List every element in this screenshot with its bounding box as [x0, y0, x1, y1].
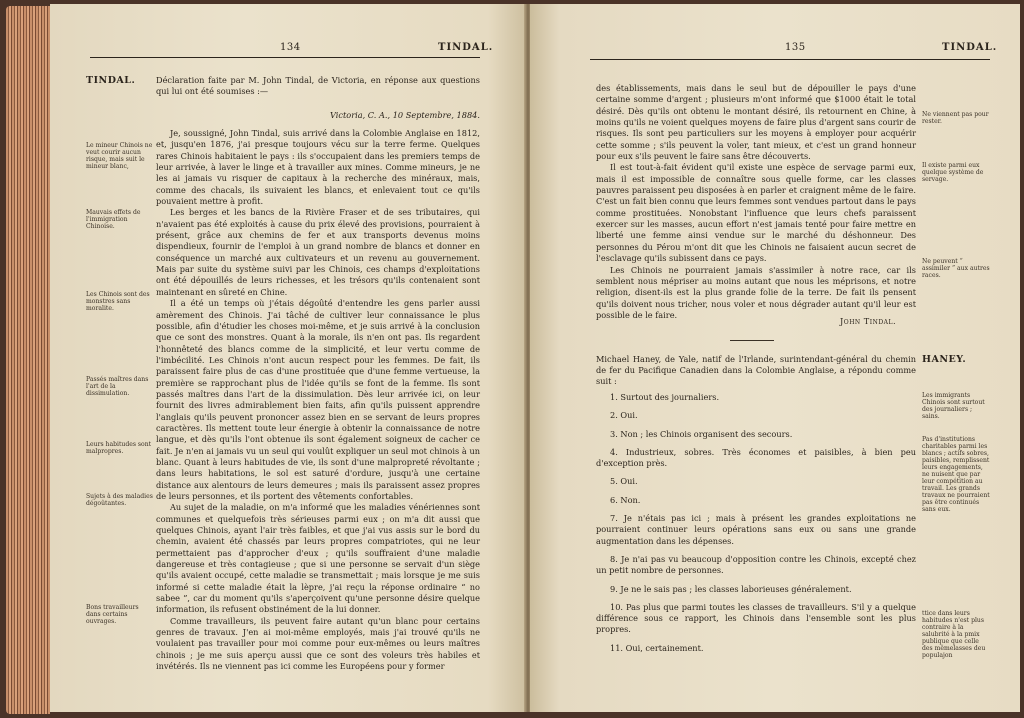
- page-edges: [6, 6, 50, 714]
- left-margin-note: Les Chinois sont des monstres sans moralite.: [86, 291, 150, 312]
- answer-item: 5. Oui.: [610, 476, 638, 487]
- left-margin-note: Le mineur Chinois ne veut courir aucun risque, mais suit le mineur blanc,: [86, 142, 153, 170]
- tindal-signature: John Tindal.: [840, 316, 897, 326]
- right-header-rule: [590, 59, 990, 60]
- right-paragraph: Il est tout-à-fait évident qu'il existe une espèce de servage parmi eux, mais il est impossible de connaître sous quelle forme, car les classes pauvres paraissent peu disposées à en parler et craignent même de le faire. C'est un fait bien connu que leurs femmes sont vendues partout dans le pays comme prostituées. Nonobstant l'influence que leurs chefs paraissent exercer sur les masses, aucun effort n'est jamais tenté pour faire mettre en liberté une femme ainsi vendue sur le marché du déshonneur. Des personnes du Pérou m'ont dit que les Chinois ne faisaient aucun secret de l'esclavage qu'ils subissent dans ce pays.: [596, 162, 916, 264]
- left-margin-note: Mauvais effets de l'immigration Chinoise.: [86, 209, 141, 230]
- left-paragraph: Les berges et les bancs de la Rivière Fraser et de ses tributaires, qui n'avaient pas été exploités à cause du prix élevé des provisions, pourraient à présent, grâce aux chemins de fer et aux transports devenus moins dispendieux, fournir de l'emploi à un grand nombre de blancs et donner en conséquence un marché aux cultivateurs et un revenu au gouvernement. Mais par suite du système suivi par les Chinois, ces champs d'exploitations ont été dépouillés de leurs richesses, et les trésors qu'ils contenaient sont maintenant en sûreté en Chine.: [156, 207, 480, 297]
- left-page: [50, 4, 526, 712]
- answer-item: 2. Oui.: [610, 410, 638, 421]
- right-running-head: TINDAL.: [942, 42, 998, 53]
- answer-item: 1. Surtout des journaliers.: [610, 392, 720, 402]
- right-body: [596, 83, 916, 321]
- left-page-number: 134: [280, 42, 301, 53]
- answer-item: 11. Oui, certainement.: [610, 642, 704, 653]
- left-margin-note: Leurs habitudes sont malpropres.: [86, 441, 152, 455]
- answer-item: 8. Je n'ai pas vu beaucoup d'opposition contre les Chinois, excepté chez un petit nombre de personnes.: [596, 553, 916, 576]
- left-body: [156, 128, 480, 673]
- answer-item: 9. Je ne le sais pas ; les classes laborieuses généralement.: [610, 583, 852, 594]
- section-divider: [730, 340, 774, 341]
- right-paragraph: des établissements, mais dans le seul but de dépouiller le pays d'une certaine somme d'argent ; plusieurs m'ont informé que $1000 était le total désiré. Dès qu'ils ont obtenu le montant désiré, ils retournent en Chine, à moins qu'ils ne voient quelques moyens de faire plus d'argent sans courir de risques. Ils sont peu particuliers sur les moyens à employer pour acquérir cette somme ; s'ils peuvent la voler, tant mieux, et c'est un grand honneur pour eux s'ils peuvent le faire sans être découverts.: [596, 83, 916, 162]
- left-margin-head: TINDAL.: [86, 75, 136, 86]
- right-page-number: 135: [785, 42, 806, 53]
- left-header-rule: [90, 57, 480, 58]
- left-running-head: TINDAL.: [438, 42, 494, 53]
- tindal-intro: Déclaration faite par M. John Tindal, de Victoria, en réponse aux questions qui lui ont été soumises :—: [156, 75, 480, 97]
- answer-item: 3. Non ; les Chinois organisent des secours.: [610, 428, 793, 439]
- haney-margin-head: HANEY.: [922, 354, 967, 365]
- right-page: [530, 4, 1020, 712]
- right-paragraph: Les Chinois ne pourraient jamais s'assimiler à notre race, car ils semblent nous mépriser au moins autant que nous les méprisons, et notre religion, disent-ils est la plus grande folie de la terre. De fait ils pensent qu'ils doivent nous tricher, nous voler et nous dégrader autant qu'il leur est possible de le faire.: [596, 264, 916, 320]
- right-margin-note: Il existe parmi eux quelque système de servage.: [922, 162, 984, 183]
- answer-item: 4. Industrieux, sobres. Très économes et paisibles, à bien peu d'exception près.: [596, 446, 916, 469]
- answer-item: 7. Je n'étais pas ici ; mais à présent les grandes exploitations ne pourraient continuer leurs opérations sans eux ou sans une grande augmentation dans les dépenses.: [596, 513, 916, 546]
- answer-item: 6. Non.: [610, 494, 641, 505]
- tindal-dateline: Victoria, C. A., 10 Septembre, 1884.: [330, 110, 480, 120]
- left-margin-note: Bons travailleurs dans certains ouvrages.: [86, 604, 139, 625]
- right-margin-note: ttice dans leurs habitudes n'est plus contraire à la salubrité à la pmix publique que celle des mêmelasses deu populajon: [922, 610, 986, 659]
- left-paragraph: Il a été un temps où j'étais dégoûté d'entendre les gens parler aussi amèrement des Chinois. J'ai tâché de cultiver leur connaissance le plus possible, afin d'étudier les choses moi-même, et je suis arrivé à la conclusion que ce sont des monstres. Quant à la morale, ils n'en ont pas. Ils regardent l'honnêteté des blancs comme de la simplicité, et leur vertu comme de l'imbécilité. Les Chinois n'ont aucun respect pour les femmes. De fait, ils paraissent faire plus de cas d'une prostituée que d'une femme vertueuse, la première se rapprochant plus de l'idée qu'ils se font de la femme. Ils sont passés maîtres dans l'art de la dissimulation. Dès leur arrivée ici, on leur fournit des livres admirablement bien faits, afin qu'ils puissent apprendre l'anglais qu'ils peuvent prononcer assez bien en se servant de leurs propres caractères. Ils mettent toute leur énergie à obtenir la connaissance de notre langue, et dès qu'ils l'ont obtenue ils sont également soigneux de cacher ce fait. Je n'en ai jamais vu un seul qui voulût expliquer un seul mot chinois à un blanc. Quant à leurs habitudes de vie, ils sont d'une malpropreté révoltante ; dans leurs habitations, le sol est saturé d'ordure, jusqu'à une certaine distance aux alentours de leurs demeures ; mais ils paraissent assez propres de leurs personnes, et ils portent des vêtements confortables.: [156, 298, 480, 501]
- left-margin-note: Sujets à des maladies dégoûtantes.: [86, 493, 153, 507]
- haney-intro: Michael Haney, de Yale, natif de l'Irlande, surintendant-général du chemin de fer du Pacifique Canadien dans la Colombie Anglaise, a répondu comme suit :: [596, 354, 916, 387]
- left-paragraph: Au sujet de la maladie, on m'a informé que les maladies vénériennes sont communes et quelquefois très sérieuses parmi eux ; on m'a dit aussi que quelques Chinois, ayant l'air très faibles, et que j'ai vus assis sur le bord du chemin, avaient été chassés par leurs propres compatriotes, qui ne leur permettaient pas d'approcher d'eux ; qu'ils souffraient d'une maladie dangereuse et très contagieuse ; que si une personne se servait d'un siège qu'ils avaient occupé, cette maladie se transmettait ; mais lorsque je me suis informé si cette maladie était la lèpre, j'ai reçu la réponse ordinaire “ no sabee ”, car du moment qu'ils s'aperçoivent qu'une personne désire quelque information, ils refusent obstinément de la lui donner.: [156, 502, 480, 615]
- right-margin-note: Pas d'institutions charitables parmi les blancs ; actifs sobres, paisibles, remplissent leurs engagements, ne nuisent que par leur compétition au travail. Les grands travaux ne pourraient pas être continués sans eux.: [922, 436, 990, 513]
- right-margin-note: Ne peuvent “ assimiler ” aux autres races.: [922, 258, 990, 279]
- right-margin-note: Ne viennent pas pour rester.: [922, 111, 989, 125]
- haney-answers: [596, 392, 916, 661]
- left-margin-note: Passés maîtres dans l'art de la dissimulation.: [86, 376, 149, 397]
- left-paragraph: Je, soussigné, John Tindal, suis arrivé dans la Colombie Anglaise en 1812, et, jusqu'en 1876, j'ai presque toujours vécu sur la terre ferme. Quelques rares Chinois habitaient le pays : ils s'occupaient dans les premiers temps de leur arrivée, à laver le linge et à travailler aux mines. Comme mineurs, je ne les ai jamais vu risquer de capitaux à la recherche des minéraux, mais, comme des chacals, ils suivaient les blancs, et enlevaient tout ce qu'ils pouvaient mettre à profit.: [156, 128, 480, 207]
- answer-item: 10. Pas plus que parmi toutes les classes de travailleurs. S'il y a quelque différence sous ce rapport, les Chinois dans l'ensemble sont les plus propres.: [596, 601, 916, 635]
- right-margin-note: Les immigrants Chinois sont surtout des journaliers ; sains.: [922, 392, 985, 420]
- left-paragraph: Comme travailleurs, ils peuvent faire autant qu'un blanc pour certains genres de travaux. J'en ai moi-même employés, mais j'ai trouvé qu'ils ne voulaient pas travailler pour moi comme pour eux-mêmes ou leurs maîtres chinois ; je me suis aperçu aussi que ce sont des voleurs très habiles et invétérés. Ils ne viennent pas ici comme les Européens pour y former: [156, 615, 480, 672]
